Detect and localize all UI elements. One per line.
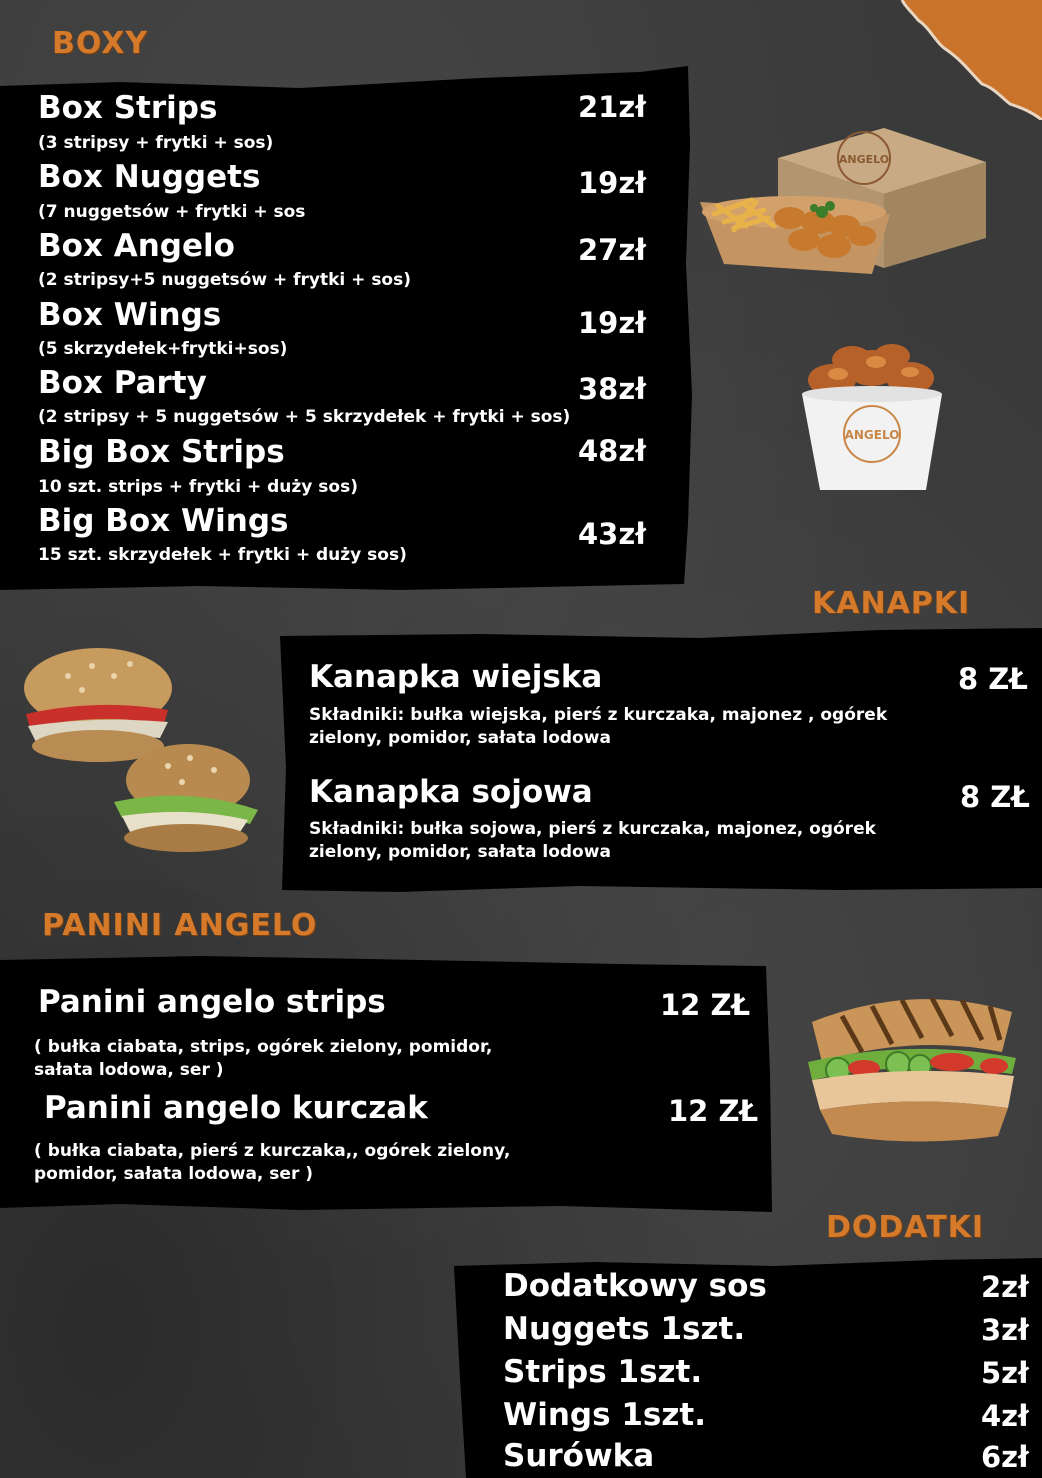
menu-item-price: 21zł (578, 90, 646, 124)
sandwiches-illustration (18, 646, 258, 860)
menu-item-description: (2 stripsy+5 nuggetsów + frytki + sos) (38, 270, 412, 290)
menu-item-description: 15 szt. skrzydełek + frytki + duży sos) (38, 545, 407, 565)
menu-item-price: 38zł (578, 372, 646, 406)
section-heading-kanapki: KANAPKI (812, 586, 971, 621)
menu-item-name: Box Wings (38, 297, 222, 333)
addon-price: 2zł (981, 1270, 1029, 1304)
wings-bucket-illustration (792, 338, 952, 498)
menu-item-price: 43zł (578, 517, 646, 551)
panini-illustration (802, 982, 1024, 1148)
addon-price: 4zł (981, 1399, 1029, 1433)
box-with-fries-illustration (694, 118, 994, 290)
menu-item-name: Box Strips (38, 90, 218, 126)
addon-name: Surówka (503, 1438, 655, 1474)
addon-name: Wings 1szt. (503, 1397, 706, 1433)
menu-item-name: Big Box Wings (38, 503, 289, 539)
section-heading-dodatki: DODATKI (826, 1210, 985, 1245)
menu-item-name: Panini angelo strips (38, 984, 386, 1020)
addon-name: Nuggets 1szt. (503, 1311, 746, 1347)
addon-name: Strips 1szt. (503, 1354, 703, 1390)
menu-item-name: Box Party (38, 365, 207, 401)
menu-item-description: ( bułka ciabata, strips, ogórek zielony, pomidor, sałata lodowa, ser ) (34, 1037, 493, 1080)
menu-item-name: Kanapka sojowa (309, 774, 593, 810)
section-heading-boxy: BOXY (52, 26, 149, 61)
menu-item-description: (2 stripsy + 5 nuggetsów + 5 skrzydełek + frytki + sos) (38, 407, 571, 427)
menu-item-description: (7 nuggetsów + frytki + sos (38, 202, 306, 222)
menu-item-name: Box Nuggets (38, 159, 261, 195)
menu-item-description: (5 skrzydełek+frytki+sos) (38, 339, 288, 359)
bucket-logo: ANGELO (844, 428, 900, 442)
menu-item-name: Box Angelo (38, 228, 235, 264)
menu-item-price: 19zł (578, 166, 646, 200)
addon-price: 3zł (981, 1313, 1029, 1347)
menu-item-price: 8 ZŁ (960, 780, 1030, 814)
menu-item-price: 12 ZŁ (668, 1094, 759, 1128)
addon-name: Dodatkowy sos (503, 1268, 767, 1304)
section-heading-panini: PANINI ANGELO (42, 908, 318, 943)
menu-item-price: 19zł (578, 306, 646, 340)
addon-price: 6zł (981, 1440, 1029, 1474)
menu-item-description: Składniki: bułka wiejska, pierś z kurczaka, majonez , ogórek zielony, pomidor, sałata lodowa (309, 705, 888, 748)
menu-item-description: ( bułka ciabata, pierś z kurczaka,, ogórek zielony, pomidor, sałata lodowa, ser ) (34, 1141, 511, 1184)
menu-item-price: 27zł (578, 233, 646, 267)
menu-item-price: 48zł (578, 434, 646, 468)
menu-item-price: 8 ZŁ (958, 662, 1028, 696)
menu-item-name: Panini angelo kurczak (44, 1090, 428, 1126)
torn-paper-corner (882, 0, 1042, 120)
menu-item-description: 10 szt. strips + frytki + duży sos) (38, 477, 358, 497)
box-logo: ANGELO (838, 153, 890, 166)
addon-price: 5zł (981, 1356, 1029, 1390)
menu-item-name: Kanapka wiejska (309, 659, 603, 695)
menu-item-name: Big Box Strips (38, 434, 285, 470)
menu-item-price: 12 ZŁ (660, 988, 751, 1022)
menu-item-description: Składniki: bułka sojowa, pierś z kurczaka, majonez, ogórek zielony, pomidor, sałata lodowa (309, 819, 876, 862)
menu-item-description: (3 stripsy + frytki + sos) (38, 133, 274, 153)
